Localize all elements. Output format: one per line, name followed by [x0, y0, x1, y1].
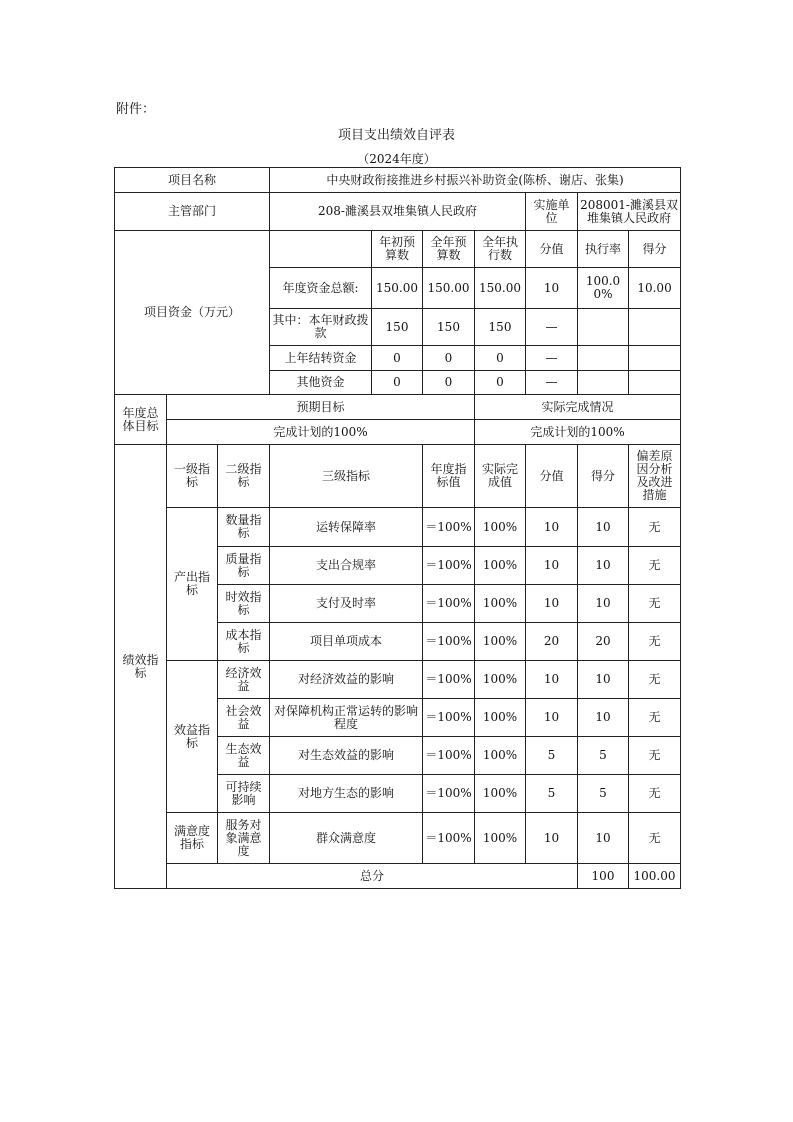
funds-header-cell: 执行率 — [578, 231, 629, 268]
actual-goal-value: 完成计划的100% — [475, 420, 681, 445]
actual-value: 100% — [475, 813, 526, 864]
funds-cell: 150 — [475, 309, 526, 346]
funds-cell — [578, 309, 629, 346]
project-name-label: 项目名称 — [115, 168, 270, 193]
target-value: ＝100% — [423, 737, 475, 775]
got-value: 10 — [578, 699, 629, 737]
got-value: 10 — [578, 813, 629, 864]
target-value: ＝100% — [423, 661, 475, 699]
level3-indicator: 运转保障率 — [270, 508, 423, 547]
total-got: 100.00 — [629, 864, 681, 889]
level2-indicator: 可持续影响 — [218, 775, 270, 813]
level3-indicator: 对保障机构正常运转的影响程度 — [270, 699, 423, 737]
level2-indicator: 成本指标 — [218, 623, 270, 661]
got-value: 10 — [578, 508, 629, 547]
level2-indicator: 数量指标 — [218, 508, 270, 547]
funds-cell: 0 — [372, 371, 423, 395]
funds-label: 项目资金（万元） — [115, 231, 270, 395]
indicator-header-cell: 偏差原因分析及改进措施 — [629, 445, 681, 508]
score-value: 10 — [526, 585, 578, 623]
deviation-note: 无 — [629, 623, 681, 661]
funds-header-row — [115, 231, 681, 268]
funds-header-cell: 得分 — [629, 231, 681, 268]
goals-header-row — [115, 395, 681, 420]
funds-header-blank — [270, 231, 372, 268]
funds-cell: 0 — [475, 371, 526, 395]
funds-header-cell: 分值 — [526, 231, 578, 268]
got-value: 5 — [578, 737, 629, 775]
funds-cell: 150.00 — [475, 268, 526, 309]
impl-value: 208001-濉溪县双堆集镇人民政府 — [578, 193, 681, 231]
level3-indicator: 群众满意度 — [270, 813, 423, 864]
target-value: ＝100% — [423, 813, 475, 864]
deviation-note: 无 — [629, 737, 681, 775]
funds-cell: 100.00% — [578, 268, 629, 309]
level2-indicator: 生态效益 — [218, 737, 270, 775]
deviation-note: 无 — [629, 547, 681, 585]
funds-cell: 0 — [372, 346, 423, 371]
expected-goal-label: 预期目标 — [167, 395, 475, 420]
funds-cell: 0 — [423, 371, 475, 395]
funds-row-label: 年度资金总额: — [270, 268, 372, 309]
funds-cell: 150 — [423, 309, 475, 346]
year-label: （2024年度） — [357, 152, 436, 166]
indicator-header-cell: 年度指标值 — [423, 445, 475, 508]
deviation-note: 无 — [629, 508, 681, 547]
got-value: 10 — [578, 585, 629, 623]
funds-row-label: 其中：本年财政拨款 — [270, 309, 372, 346]
funds-cell — [578, 371, 629, 395]
actual-value: 100% — [475, 661, 526, 699]
got-value: 10 — [578, 661, 629, 699]
actual-value: 100% — [475, 699, 526, 737]
funds-cell: 0 — [475, 346, 526, 371]
funds-cell — [578, 346, 629, 371]
level3-indicator: 对经济效益的影响 — [270, 661, 423, 699]
got-value: 20 — [578, 623, 629, 661]
level1-indicator: 产出指标 — [167, 508, 218, 661]
total-label: 总分 — [167, 864, 578, 889]
project-name-value: 中央财政衔接推进乡村振兴补助资金(陈桥、谢店、张集) — [270, 168, 681, 193]
department-row — [115, 193, 681, 231]
total-score: 100 — [578, 864, 629, 889]
got-value: 5 — [578, 775, 629, 813]
level3-indicator: 对生态效益的影响 — [270, 737, 423, 775]
attachment-label: 附件： — [116, 102, 156, 117]
deviation-note: 无 — [629, 585, 681, 623]
funds-cell: 150.00 — [423, 268, 475, 309]
funds-cell — [629, 346, 681, 371]
funds-cell: 150 — [372, 309, 423, 346]
target-value: ＝100% — [423, 547, 475, 585]
funds-header-cell: 年初预算数 — [372, 231, 423, 268]
target-value: ＝100% — [423, 623, 475, 661]
actual-value: 100% — [475, 547, 526, 585]
level1-indicator: 满意度指标 — [167, 813, 218, 864]
level2-indicator: 社会效益 — [218, 699, 270, 737]
actual-value: 100% — [475, 585, 526, 623]
project-name-row — [115, 168, 681, 193]
funds-row-label: 上年结转资金 — [270, 346, 372, 371]
deviation-note: 无 — [629, 775, 681, 813]
funds-header-cell: 全年预算数 — [423, 231, 475, 268]
indicator-row — [115, 661, 681, 699]
level2-indicator: 质量指标 — [218, 547, 270, 585]
got-value: 10 — [578, 547, 629, 585]
score-value: 10 — [526, 508, 578, 547]
goals-row — [115, 420, 681, 445]
funds-cell: 10.00 — [629, 268, 681, 309]
evaluation-table — [114, 167, 681, 889]
total-row — [115, 864, 681, 889]
indicator-row — [115, 813, 681, 864]
target-value: ＝100% — [423, 775, 475, 813]
deviation-note: 无 — [629, 661, 681, 699]
funds-cell: — — [526, 371, 578, 395]
level3-indicator: 支出合规率 — [270, 547, 423, 585]
indicator-header-cell: 一级指标 — [167, 445, 218, 508]
level2-indicator: 服务对象满意度 — [218, 813, 270, 864]
funds-cell: — — [526, 346, 578, 371]
funds-cell: 10 — [526, 268, 578, 309]
deviation-note: 无 — [629, 813, 681, 864]
score-value: 10 — [526, 699, 578, 737]
funds-cell: 150.00 — [372, 268, 423, 309]
indicators-label: 绩效指标 — [115, 445, 167, 889]
level2-indicator: 时效指标 — [218, 585, 270, 623]
page-title: 项目支出绩效自评表 — [337, 128, 455, 143]
indicator-header-cell: 二级指标 — [218, 445, 270, 508]
funds-cell — [629, 309, 681, 346]
impl-label: 实施单位 — [526, 193, 578, 231]
score-value: 10 — [526, 547, 578, 585]
funds-row-label: 其他资金 — [270, 371, 372, 395]
actual-value: 100% — [475, 508, 526, 547]
score-value: 20 — [526, 623, 578, 661]
deviation-note: 无 — [629, 699, 681, 737]
score-value: 5 — [526, 737, 578, 775]
goals-label: 年度总体目标 — [115, 395, 167, 445]
target-value: ＝100% — [423, 508, 475, 547]
score-value: 10 — [526, 661, 578, 699]
level1-indicator: 效益指标 — [167, 661, 218, 813]
indicator-header-cell: 实际完成值 — [475, 445, 526, 508]
level2-indicator: 经济效益 — [218, 661, 270, 699]
score-value: 10 — [526, 813, 578, 864]
level3-indicator: 支付及时率 — [270, 585, 423, 623]
actual-value: 100% — [475, 775, 526, 813]
target-value: ＝100% — [423, 699, 475, 737]
funds-header-cell: 全年执行数 — [475, 231, 526, 268]
indicator-row — [115, 508, 681, 547]
actual-goal-label: 实际完成情况 — [475, 395, 681, 420]
indicator-header-cell: 得分 — [578, 445, 629, 508]
dept-value: 208-濉溪县双堆集镇人民政府 — [270, 193, 526, 231]
funds-cell: 0 — [423, 346, 475, 371]
level3-indicator: 对地方生态的影响 — [270, 775, 423, 813]
actual-value: 100% — [475, 737, 526, 775]
score-value: 5 — [526, 775, 578, 813]
dept-label: 主管部门 — [115, 193, 270, 231]
funds-cell — [629, 371, 681, 395]
indicator-header-cell: 三级指标 — [270, 445, 423, 508]
target-value: ＝100% — [423, 585, 475, 623]
indicators-header-row — [115, 445, 681, 508]
actual-value: 100% — [475, 623, 526, 661]
level3-indicator: 项目单项成本 — [270, 623, 423, 661]
funds-cell: — — [526, 309, 578, 346]
expected-goal-value: 完成计划的100% — [167, 420, 475, 445]
indicator-header-cell: 分值 — [526, 445, 578, 508]
